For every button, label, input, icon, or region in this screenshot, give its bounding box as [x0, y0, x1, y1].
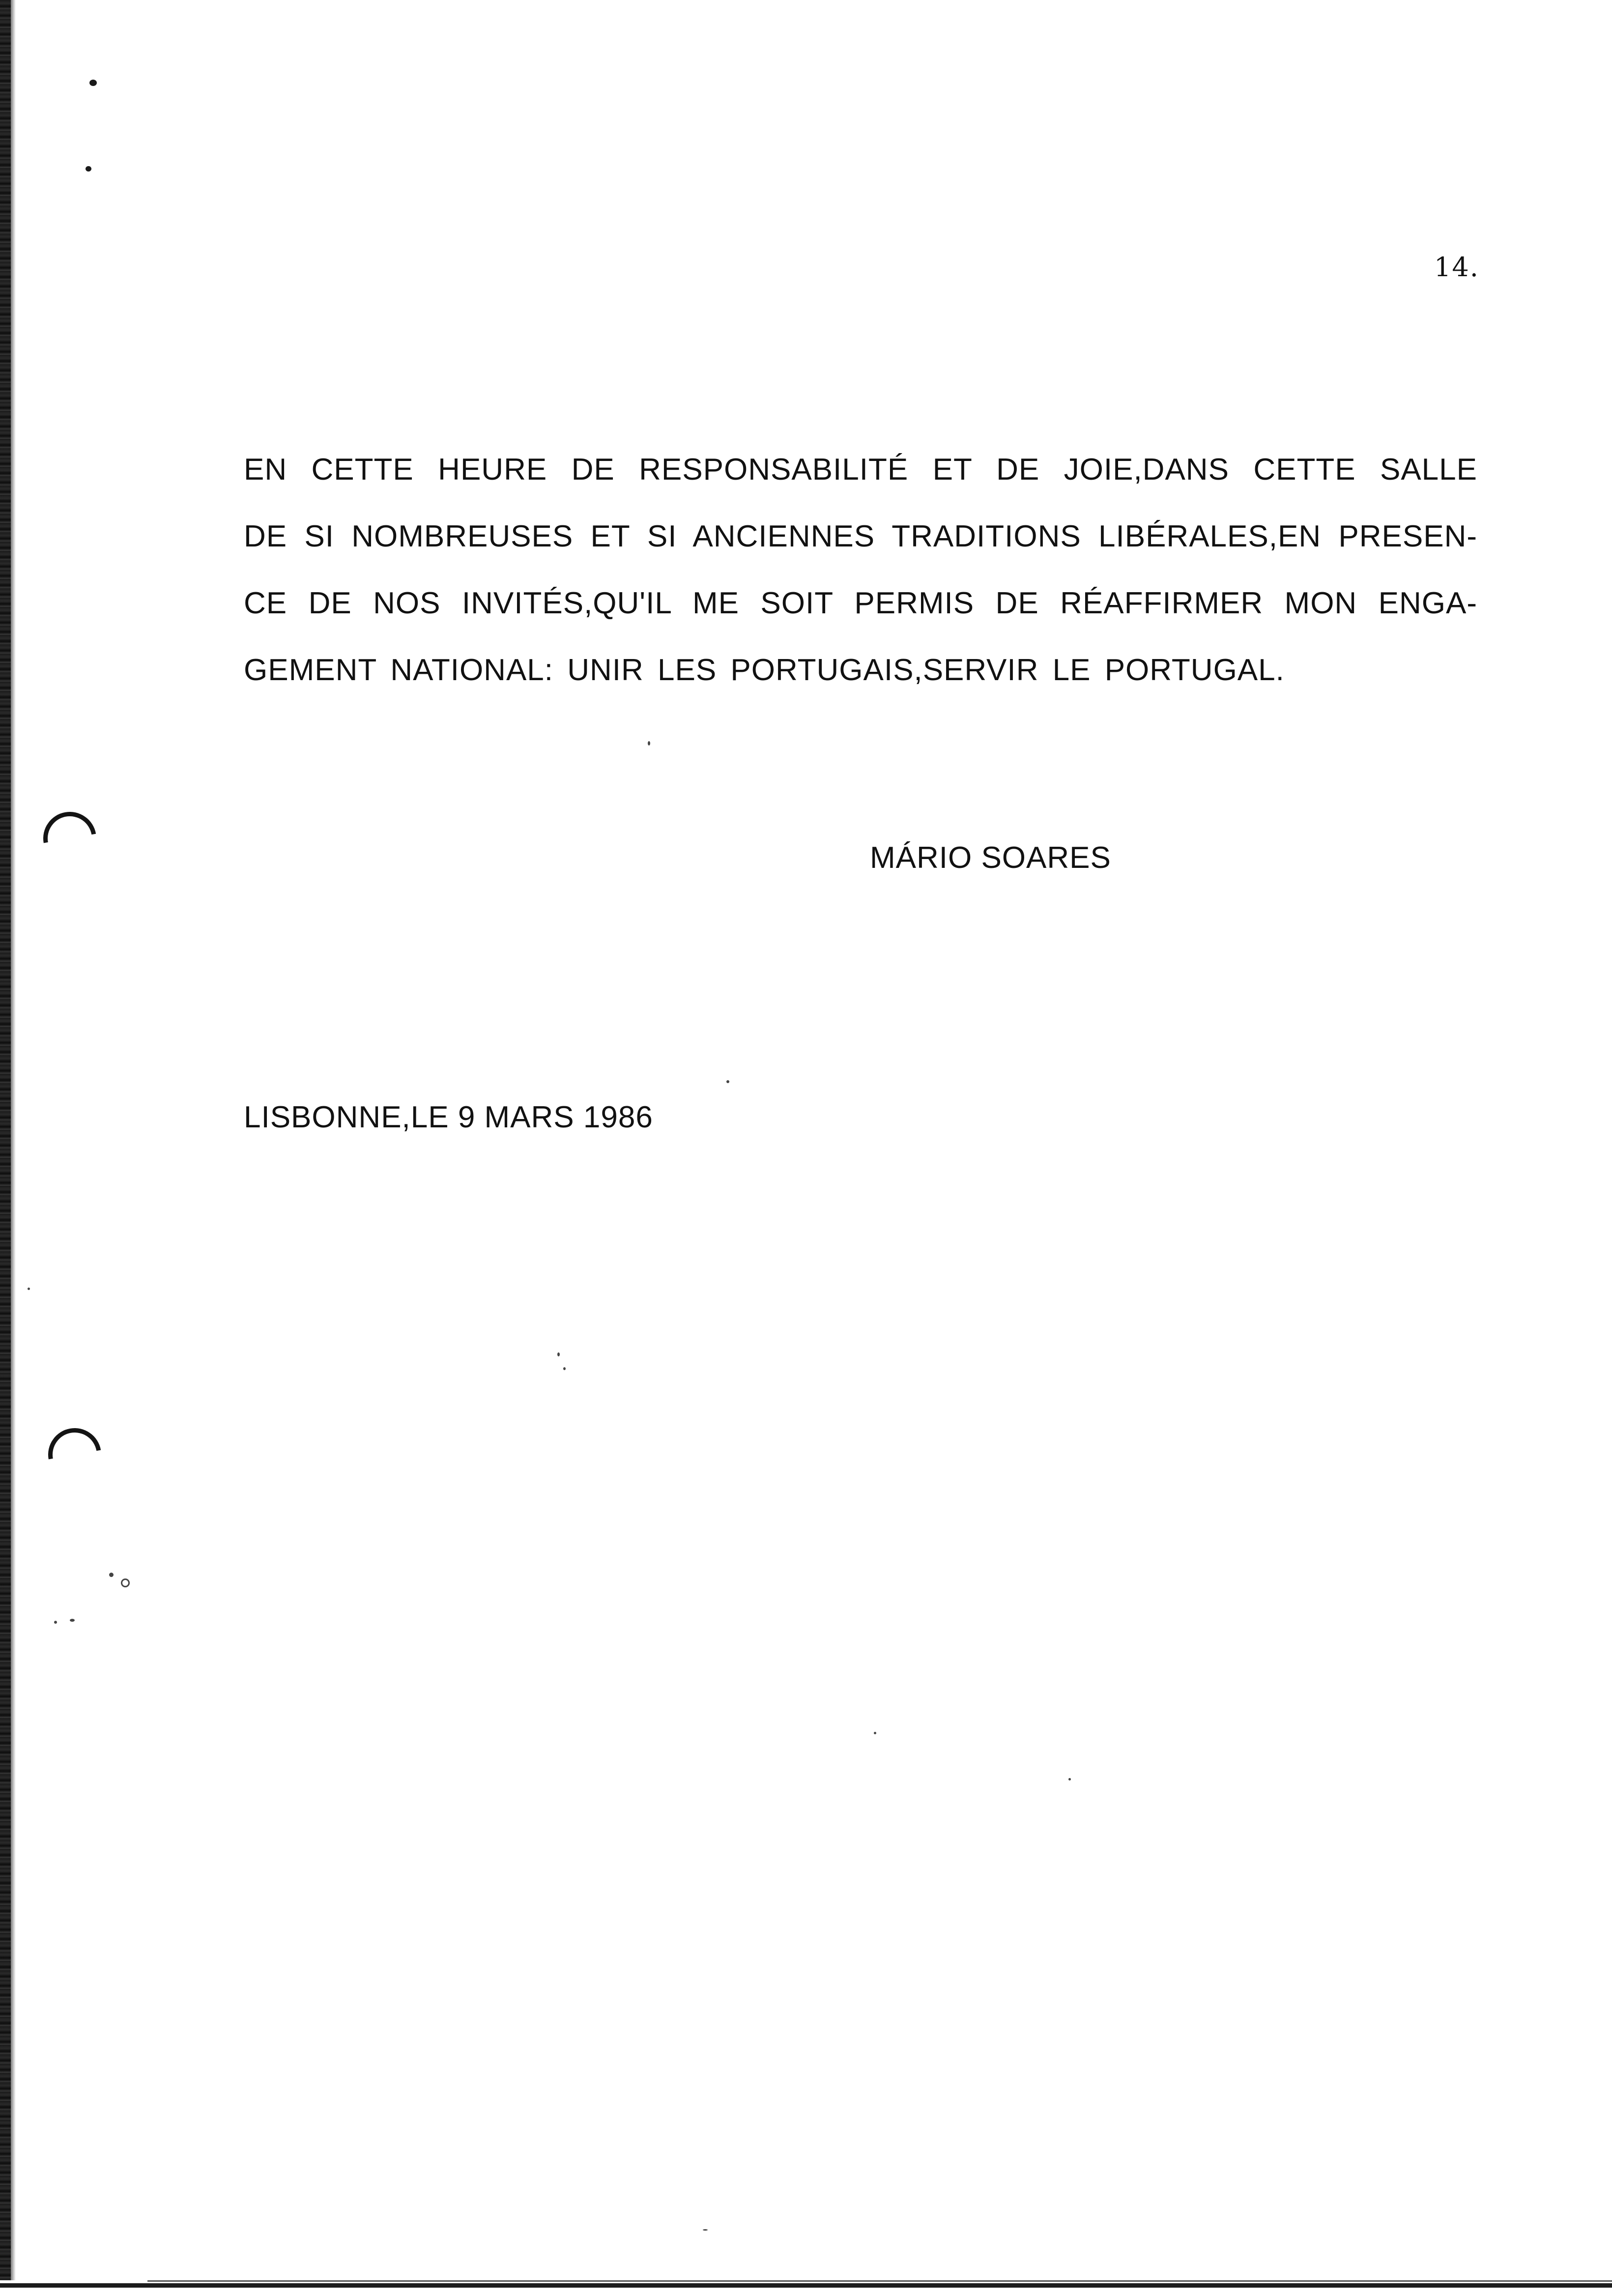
scan-speck: [874, 1732, 876, 1734]
scan-speck: [726, 1080, 729, 1083]
binder-hole-mark: [33, 802, 107, 875]
body-line: CE DE NOS INVITÉS,QU'IL ME SOIT PERMIS DE RÉAFFIRMER MON ENGA-: [244, 586, 1477, 620]
scan-speck: [557, 1352, 560, 1356]
place-date: LISBONNE,LE 9 MARS 1986: [244, 1100, 653, 1134]
scan-left-edge-fade: [11, 0, 16, 2280]
scan-speck: [703, 2229, 708, 2231]
scan-speck: [70, 1619, 75, 1622]
body-line: GEMENT NATIONAL: UNIR LES PORTUGAIS,SERVIR LE PORTUGAL.: [244, 653, 1285, 687]
scan-speck: [28, 1288, 30, 1290]
scan-speck: [1068, 1778, 1071, 1780]
body-paragraph: [244, 436, 1477, 704]
signature-name: MÁRIO SOARES: [870, 841, 1111, 875]
scan-speck: [648, 741, 650, 746]
scan-speck: [121, 1578, 130, 1587]
punch-dot: [89, 80, 97, 86]
scan-speck: [54, 1621, 57, 1624]
scan-bottom-line: [147, 2280, 1612, 2282]
body-line: DE SI NOMBREUSES ET SI ANCIENNES TRADITIONS LIBÉRALES,EN PRESEN-: [244, 519, 1477, 553]
scan-bottom-edge: [0, 2283, 1612, 2288]
scan-left-edge: [0, 0, 11, 2280]
scan-speck: [563, 1367, 566, 1370]
binder-hole-mark: [38, 1418, 112, 1492]
punch-dot: [86, 166, 91, 172]
body-line: EN CETTE HEURE DE RESPONSABILITÉ ET DE JOIE,DANS CETTE SALLE: [244, 453, 1477, 487]
page-number: 14.: [1434, 252, 1479, 283]
scan-speck: [109, 1573, 114, 1577]
